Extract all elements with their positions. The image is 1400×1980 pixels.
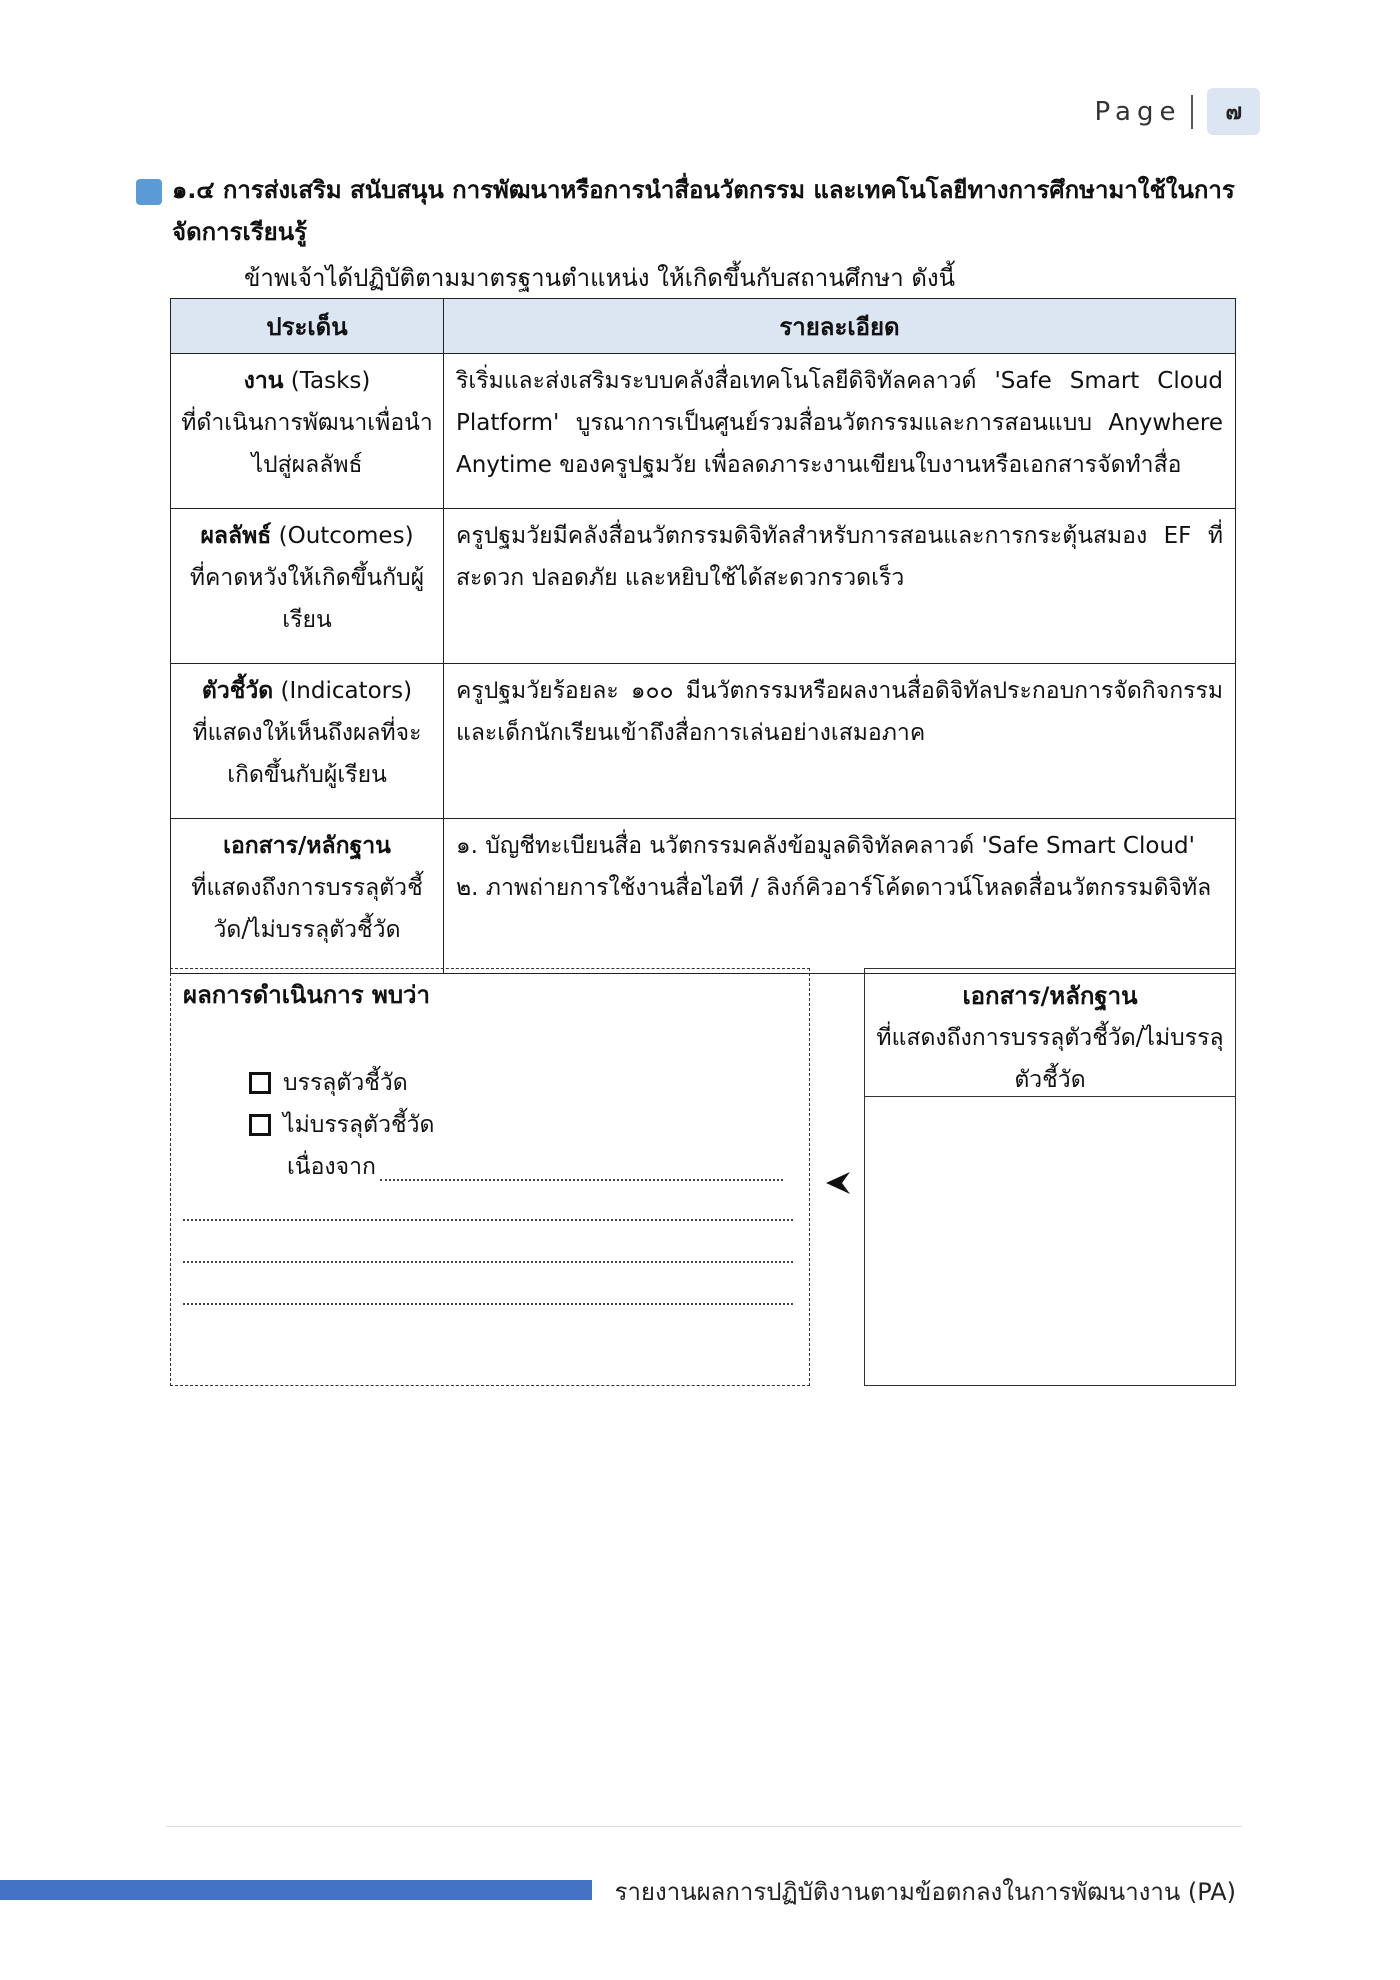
row-label bbox=[171, 354, 444, 509]
row-label-sub: ที่แสดงให้เห็นถึงผลที่จะเกิดขึ้นกับผู้เรียน bbox=[192, 720, 422, 788]
row-detail: ริเริ่มและส่งเสริมระบบคลังสื่อเทคโนโลยีดิจิทัลคลาวด์ 'Safe Smart Cloud Platform' บูรณาการเป็นศูนย์รวมสื่อนวัตกรรมและการสอนแบบ Anywhere Anytime ของครูปฐมวัย เพื่อลดภาระงานเขียนใบงานหรือเอกสารจัดทำสื่อ bbox=[444, 354, 1236, 509]
section-title-text: ๑.๔ การส่งเสริม สนับสนุน การพัฒนาหรือการนำสื่อนวัตกรรม และเทคโนโลยีทางการศึกษามาใช้ในการจัดการเรียนรู้ bbox=[172, 176, 1235, 246]
option-not-achieved[interactable] bbox=[249, 1107, 434, 1143]
footer-accent-bar bbox=[0, 1880, 592, 1900]
table-header-row bbox=[171, 299, 1236, 354]
achieved-checkbox[interactable] bbox=[249, 1072, 271, 1094]
evidence-line-2: ๒. ภาพถ่ายการใช้งานสื่อไอที / ลิงก์คิวอาร์โค้ดดาวน์โหลดสื่อนวัตกรรมดิจิทัล bbox=[456, 875, 1212, 901]
page-label: Page bbox=[1094, 96, 1182, 127]
achieved-label: บรรลุตัวชี้วัด bbox=[283, 1070, 408, 1096]
row-detail: ครูปฐมวัยร้อยละ ๑๐๐ มีนวัตกรรมหรือผลงานสื่อดิจิทัลประกอบการจัดกิจกรรม และเด็กนักเรียนเข้าถึงสื่อการเล่นอย่างเสมอภาค bbox=[444, 664, 1236, 819]
column-header-topic: ประเด็น bbox=[171, 299, 444, 354]
evidence-title: เอกสาร/หลักฐาน bbox=[962, 982, 1138, 1010]
row-label-sub: ที่แสดงถึงการบรรลุตัวชี้วัด/ไม่บรรลุตัวชี้วัด bbox=[191, 875, 423, 943]
page-number: ๗ bbox=[1207, 88, 1260, 135]
row-label-en: (Indicators) bbox=[273, 678, 413, 704]
row-label bbox=[171, 819, 444, 974]
not-achieved-checkbox[interactable] bbox=[249, 1114, 271, 1136]
row-detail: ครูปฐมวัยมีคลังสื่อนวัตกรรมดิจิทัลสำหรับการสอนและการกระตุ้นสมอง EF ที่สะดวก ปลอดภัย และหยิบใช้ได้สะดวกรวดเร็ว bbox=[444, 509, 1236, 664]
row-label-bold: งาน bbox=[243, 368, 284, 394]
not-achieved-label: ไม่บรรลุตัวชี้วัด bbox=[283, 1112, 435, 1138]
row-detail bbox=[444, 819, 1236, 974]
arrow-left-icon bbox=[822, 1168, 852, 1206]
result-title: ผลการดำเนินการ พบว่า bbox=[183, 981, 431, 1009]
evidence-content-area[interactable] bbox=[865, 1097, 1235, 1385]
row-label-en: (Tasks) bbox=[283, 368, 371, 394]
row-label-bold: เอกสาร/หลักฐาน bbox=[223, 833, 391, 859]
option-achieved[interactable] bbox=[249, 1065, 408, 1101]
table-row bbox=[171, 354, 1236, 509]
section-title bbox=[136, 175, 1246, 253]
because-fill-line[interactable] bbox=[380, 1149, 783, 1181]
evidence-subtitle: ที่แสดงถึงการบรรลุตัวชี้วัด/ไม่บรรลุตัวชี้วัด bbox=[876, 1025, 1224, 1093]
table-row bbox=[171, 664, 1236, 819]
row-label bbox=[171, 509, 444, 664]
row-label-bold: ตัวชี้วัด bbox=[201, 678, 274, 704]
row-label-bold: ผลลัพธ์ bbox=[200, 523, 272, 549]
row-label-sub: ที่ดำเนินการพัฒนาเพื่อนำไปสู่ผลลัพธ์ bbox=[181, 410, 433, 478]
result-box bbox=[170, 968, 810, 1386]
table-row bbox=[171, 819, 1236, 974]
footer-divider bbox=[166, 1826, 1242, 1827]
intro-text: ข้าพเจ้าได้ปฏิบัติตามมาตรฐานตำแหน่ง ให้เกิดขึ้นกับสถานศึกษา ดังนี้ bbox=[244, 264, 956, 292]
because-label: เนื่องจาก bbox=[287, 1154, 376, 1180]
page-header bbox=[1095, 88, 1261, 135]
row-label-en: (Outcomes) bbox=[271, 523, 414, 549]
table-row bbox=[171, 509, 1236, 664]
because-row bbox=[287, 1149, 783, 1185]
column-header-detail: รายละเอียด bbox=[444, 299, 1236, 354]
fill-line[interactable] bbox=[183, 1219, 793, 1221]
fill-line[interactable] bbox=[183, 1261, 793, 1263]
evidence-header bbox=[865, 969, 1235, 1097]
evidence-box bbox=[864, 968, 1236, 1386]
fill-line[interactable] bbox=[183, 1303, 793, 1305]
page-separator bbox=[1191, 95, 1193, 129]
row-label bbox=[171, 664, 444, 819]
footer-text: รายงานผลการปฏิบัติงานตามข้อตกลงในการพัฒนางาน (PA) bbox=[614, 1878, 1236, 1906]
row-label-sub: ที่คาดหวังให้เกิดขึ้นกับผู้เรียน bbox=[189, 565, 425, 633]
standards-table bbox=[170, 298, 1236, 974]
evidence-line-1: ๑. บัญชีทะเบียนสื่อ นวัตกรรมคลังข้อมูลดิจิทัลคลาวด์ 'Safe Smart Cloud' bbox=[456, 833, 1195, 859]
square-bullet-icon bbox=[136, 179, 162, 205]
